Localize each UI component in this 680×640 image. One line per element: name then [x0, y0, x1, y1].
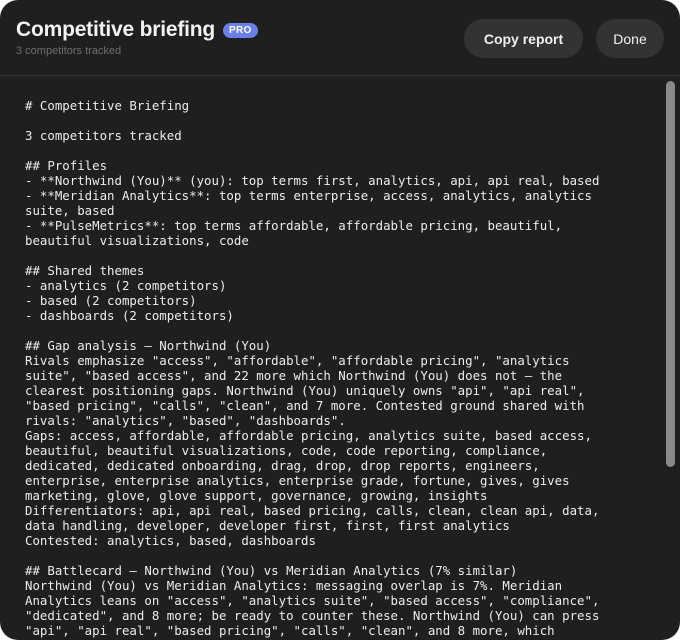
report-line: - analytics (2 competitors)	[25, 278, 227, 293]
report-line: dedicated, dedicated onboarding, drag, drop, drop reports, engineers,	[25, 458, 540, 473]
report-line: 3 competitors tracked	[25, 128, 182, 143]
pro-badge: PRO	[223, 23, 258, 38]
report-line: "api", "api real", "based pricing", "calls", "clean", and 8 more, which	[25, 623, 555, 638]
report-line: - **Northwind (You)** (you): top terms first, analytics, api, api real, based	[25, 173, 600, 188]
report-line: rivals: "analytics", "based", "dashboards".	[25, 413, 346, 428]
report-line: # Competitive Briefing	[25, 98, 190, 113]
report-line: - **PulseMetrics**: top terms affordable, affordable pricing, beautiful,	[25, 218, 563, 233]
scrollbar-thumb[interactable]	[666, 81, 675, 467]
report-line: Rivals emphasize "access", "affordable", "affordable pricing", "analytics	[25, 353, 570, 368]
report-line: - based (2 competitors)	[25, 293, 197, 308]
report-line: "based pricing", "calls", "clean", and 7 more. Contested ground shared with	[25, 398, 585, 413]
report-scroll-area[interactable]	[0, 77, 664, 640]
title-row	[16, 18, 258, 42]
dialog-subtitle: 3 competitors tracked	[16, 45, 122, 57]
report-line: Analytics leans on "access", "analytics suite", "based access", "compliance",	[25, 593, 600, 608]
vertical-scrollbar[interactable]	[664, 77, 678, 640]
dialog-header	[0, 0, 680, 76]
report-line: enterprise, enterprise analytics, enterprise grade, fortune, gives, gives	[25, 473, 570, 488]
report-line: ## Battlecard — Northwind (You) vs Meridian Analytics (7% similar)	[25, 563, 518, 578]
report-line: beautiful visualizations, code	[25, 233, 249, 248]
report-line: clearest positioning gaps. Northwind (You) uniquely owns "api", "api real",	[25, 383, 585, 398]
report-line: Differentiators: api, api real, based pricing, calls, clean, clean api, data,	[25, 503, 600, 518]
report-line: marketing, glove, glove support, governance, growing, insights	[25, 488, 488, 503]
report-line: Contested: analytics, based, dashboards	[25, 533, 316, 548]
report-text	[25, 98, 655, 638]
report-line: beautiful, beautiful visualizations, code, code reporting, compliance,	[25, 443, 548, 458]
copy-report-button[interactable]: Copy report	[464, 19, 583, 58]
report-line: "dedicated", and 8 more; be ready to counter these. Northwind (You) can press	[25, 608, 600, 623]
report-line: Gaps: access, affordable, affordable pricing, analytics suite, based access,	[25, 428, 592, 443]
done-button[interactable]: Done	[596, 19, 664, 58]
report-line: - **Meridian Analytics**: top terms enterprise, access, analytics, analytics	[25, 188, 592, 203]
report-line: suite", "based access", and 22 more which Northwind (You) does not — the	[25, 368, 563, 383]
report-line: suite, based	[25, 203, 115, 218]
report-line: ## Shared themes	[25, 263, 145, 278]
report-line: ## Gap analysis — Northwind (You)	[25, 338, 272, 353]
report-line: - dashboards (2 competitors)	[25, 308, 234, 323]
report-line: data handling, developer, developer first, first, first analytics	[25, 518, 510, 533]
report-line: ## Profiles	[25, 158, 108, 173]
dialog-title: Competitive briefing	[16, 18, 216, 41]
report-line: Northwind (You) vs Meridian Analytics: messaging overlap is 7%. Meridian	[25, 578, 563, 593]
